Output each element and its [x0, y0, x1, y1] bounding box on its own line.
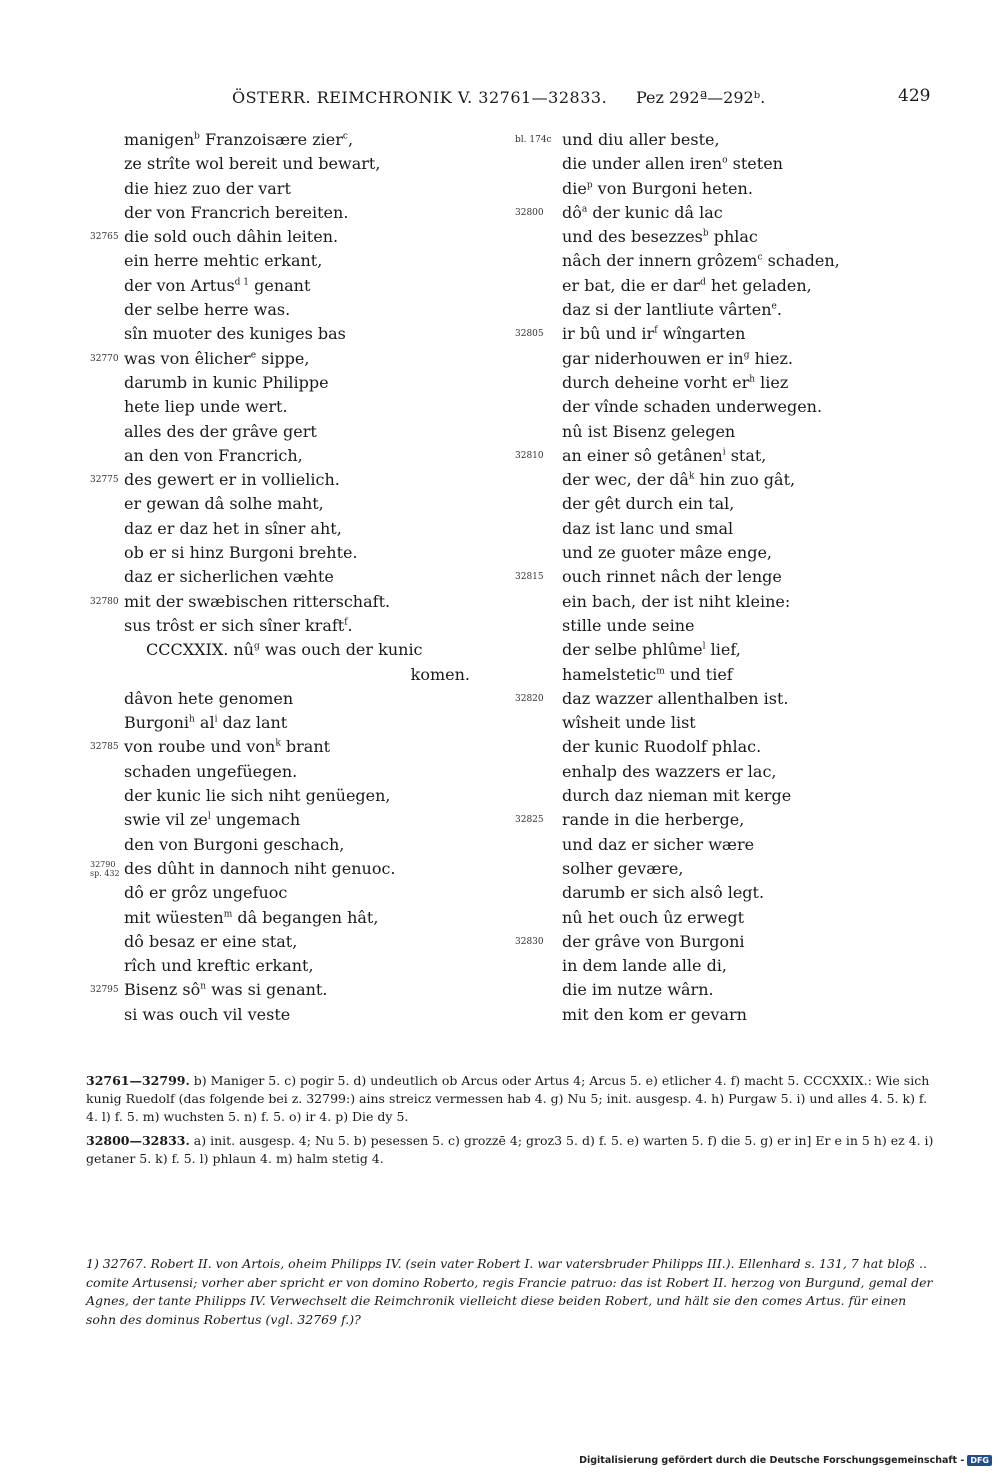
verse-text: stille unde seine — [562, 615, 695, 635]
section-numeral: CCCXXIX. — [146, 640, 229, 660]
verse-text: nâch der innern grôzem — [562, 251, 758, 271]
verse-line — [90, 225, 510, 249]
verse-line — [515, 833, 915, 857]
line-number: 32810 — [515, 450, 544, 461]
verse-line — [90, 590, 510, 614]
footnote-marker: d — [700, 277, 706, 288]
variant-range: 32800—32833. — [86, 1133, 190, 1148]
footnote-marker: p — [586, 180, 593, 191]
verse-text: mit wüesten — [124, 907, 224, 927]
running-title: ÖSTERR. REIMCHRONIK V. 32761—32833. — [232, 88, 608, 107]
footnote-marker: a — [581, 204, 588, 215]
verse-text: der selbe herre was. — [124, 300, 291, 320]
verse-line — [90, 565, 510, 589]
verse-text: steten — [727, 154, 783, 174]
line-number: 32775 — [90, 475, 119, 486]
footnote-marker: k — [275, 739, 281, 750]
verse-text: darumb in kunic Philippe — [124, 372, 329, 392]
verse-text: brant — [280, 737, 331, 757]
verse-line — [515, 201, 915, 225]
verse-text: nû het ouch ûz erwegt — [562, 907, 745, 927]
footnote-marker: i — [722, 447, 726, 458]
verse-line — [90, 517, 510, 541]
verse-text: und tief — [664, 664, 733, 684]
verse-text: dô besaz er eine stat, — [124, 931, 298, 951]
verse-line — [515, 395, 915, 419]
verse-text: . — [776, 300, 782, 320]
verse-text: in dem lande alle di, — [562, 956, 728, 976]
verse-text: ein herre mehtic erkant, — [124, 251, 323, 271]
variant-text: b) Maniger 5. c) pogir 5. d) undeutlich ob Arcus oder Artus 4; Arcus 5. e) etlicher 4. f) macht 5. CCCXXIX.: Wie sich kunig Ruedolf (das folgende bei z. 32799:) ains streicz vermessen hab 4. g) Nu 5; init. ausgesp. 4. h) Purgaw 5. i) und alles 4. 5. k) f. 4. l) f. 5. m) wuchsten 5. n) f. 5. o) ir 4. p) Die dy 5. — [86, 1073, 930, 1124]
section-heading — [90, 638, 510, 662]
verse-text: daz lant — [217, 713, 288, 733]
footnote-marker: n — [200, 982, 207, 993]
verse-text: rande in die herberge, — [562, 810, 745, 830]
footnote-marker: h — [189, 714, 195, 725]
verse-line — [515, 420, 915, 444]
verse-text: der wec, der dâ — [562, 470, 689, 490]
verse-line — [90, 808, 510, 832]
verse-text: die sold ouch dâhin leiten. — [124, 227, 339, 247]
verse-text: , — [347, 130, 354, 149]
verse-text: sus trôst er sich sîner kraft — [124, 615, 345, 635]
variant-range: 32761—32799. — [86, 1073, 190, 1088]
verse-text: het geladen, — [705, 275, 812, 295]
verse-text: der von Francrich bereiten. — [124, 202, 349, 222]
footnote-marker: c — [757, 253, 763, 264]
verse-text: des dûht in dannoch niht genuoc. — [124, 858, 396, 878]
verse-text: alles des der grâve gert — [124, 421, 317, 441]
verse-line — [515, 371, 915, 395]
verse-text: mit den kom er gevarn — [562, 1004, 747, 1024]
verse-text: dô er grôz ungefuoc — [124, 883, 288, 903]
verse-text: sîn muoter des kuniges bas — [124, 324, 346, 344]
verse-line — [515, 978, 915, 1002]
verse-text: Franzoisære zier — [199, 130, 343, 149]
pez-reference: Pez 292ª—292ᵇ. — [636, 88, 766, 107]
verse-text: und daz er sicher wære — [562, 834, 755, 854]
verse-text: lief, — [705, 640, 741, 660]
variant-apparatus — [86, 1072, 934, 1174]
verse-text: ein bach, der ist niht kleine: — [562, 591, 791, 611]
footnote-marker: m — [223, 909, 233, 920]
verse-line — [90, 371, 510, 395]
footnote-marker: i — [214, 714, 218, 725]
verse-text: und des besezzes — [562, 227, 703, 247]
footnote-marker: e — [250, 350, 257, 361]
verse-text: an einer sô getânen — [562, 445, 723, 465]
verse-line — [90, 274, 510, 298]
line-number: 32800 — [515, 207, 544, 218]
footnote-marker: f — [654, 326, 658, 337]
verse-text: hete liep unde wert. — [124, 397, 288, 417]
verse-line — [515, 711, 915, 735]
verse-line — [515, 1003, 915, 1027]
verse-text: die hiez zuo der vart — [124, 178, 291, 198]
verse-text: was si genant. — [206, 980, 328, 1000]
verse-text: der selbe phlûme — [562, 640, 703, 660]
footnote-marker: l — [207, 811, 211, 822]
credit-text: Digitalisierung gefördert durch die Deutsche Forschungsgemeinschaft - — [579, 1455, 965, 1466]
verse-line — [515, 857, 915, 881]
verse-text: daz wazzer allenthalben ist. — [562, 688, 789, 708]
verse-line — [90, 857, 510, 881]
verse-text: der kunic dâ lac — [587, 202, 723, 222]
verse-text: durch deheine vorht er — [562, 372, 750, 392]
verse-text: wîsheit unde list — [562, 713, 696, 733]
verse-text: gar niderhouwen er in — [562, 348, 744, 368]
verse-text: liez — [755, 372, 789, 392]
footnote-marker: o — [722, 155, 728, 166]
verse-text: wîngarten — [657, 324, 746, 344]
verse-line — [90, 735, 510, 759]
verse-text: ir bû und ir — [562, 324, 655, 344]
verse-line — [515, 128, 915, 152]
verse-line — [90, 833, 510, 857]
left-text-column — [90, 128, 510, 1027]
verse-text: ze strîte wol bereit und bewart, — [124, 154, 381, 174]
verse-text: den von Burgoni geschach, — [124, 834, 345, 854]
verse-text: er gewan dâ solhe maht, — [124, 494, 324, 514]
verse-line — [515, 152, 915, 176]
verse-line — [515, 735, 915, 759]
verse-line — [515, 906, 915, 930]
verse-text: der grâve von Burgoni — [562, 931, 745, 951]
verse-line — [515, 322, 915, 346]
verse-line — [90, 1003, 510, 1027]
verse-line — [90, 978, 510, 1002]
verse-line — [515, 541, 915, 565]
variant-block — [86, 1072, 934, 1126]
verse-line — [90, 492, 510, 516]
footnote-marker: e — [771, 301, 777, 312]
verse-line — [90, 322, 510, 346]
line-number: 32765 — [90, 232, 119, 243]
verse-line — [515, 590, 915, 614]
verse-text: der kunic lie sich niht genüegen, — [124, 786, 391, 806]
verse-line — [515, 517, 915, 541]
verse-text: genant — [249, 275, 311, 295]
verse-text: al — [194, 713, 215, 733]
verse-line — [515, 444, 915, 468]
verse-text: des gewert er in vollielich. — [124, 470, 340, 490]
verse-line — [90, 614, 510, 638]
verse-line — [515, 468, 915, 492]
verse-text: er bat, die er dar — [562, 275, 701, 295]
verse-text: daz er sicherlichen væhte — [124, 567, 334, 587]
footnote-marker: b — [702, 228, 709, 239]
verse-text: enhalp des wazzers er lac, — [562, 761, 777, 781]
verse-text: daz ist lanc und smal — [562, 518, 734, 538]
verse-line — [515, 663, 915, 687]
footnote-marker: b — [194, 131, 200, 142]
verse-line — [90, 687, 510, 711]
verse-line — [515, 347, 915, 371]
verse-text: und ze guoter mâze enge, — [562, 543, 772, 563]
line-number: bl. 174c — [515, 135, 552, 145]
verse-text: daz si der lantliute vârten — [562, 300, 772, 320]
verse-text: hiez. — [749, 348, 793, 368]
verse-text: dô — [562, 202, 582, 222]
verse-text: der vînde schaden underwegen. — [562, 397, 823, 417]
verse-text: daz er daz het in sîner aht, — [124, 518, 342, 538]
verse-line — [515, 225, 915, 249]
verse-line — [90, 906, 510, 930]
verse-text: ouch rinnet nâch der lenge — [562, 567, 782, 587]
footnote-marker: k — [688, 471, 695, 482]
verse-text: die — [562, 178, 587, 198]
verse-text: der kunic Ruodolf phlac. — [562, 737, 762, 757]
verse-text: schaden, — [762, 251, 840, 271]
verse-text: ob er si hinz Burgoni brehte. — [124, 543, 358, 563]
line-number: 32795 — [90, 985, 119, 996]
page-number: 429 — [898, 86, 931, 106]
verse-text: von roube und von — [124, 737, 276, 757]
digitization-credit — [579, 1455, 992, 1466]
verse-line — [515, 954, 915, 978]
running-header — [0, 86, 1000, 110]
line-number: 32805 — [515, 329, 544, 340]
verse-text: nû ist Bisenz gelegen — [562, 421, 736, 441]
verse-line — [90, 298, 510, 322]
verse-line — [90, 881, 510, 905]
verse-text: durch daz nieman mit kerge — [562, 786, 792, 806]
verse-line — [90, 201, 510, 225]
section-heading-continuation: komen. — [410, 664, 470, 684]
verse-text: dâvon hete genomen — [124, 688, 294, 708]
footnote-marker: l — [702, 641, 706, 652]
verse-text: sippe, — [256, 348, 310, 368]
verse-line — [515, 784, 915, 808]
section-heading-rest: was ouch der kunic — [259, 640, 423, 660]
footnote-marker: f — [344, 617, 348, 628]
verse-line — [90, 249, 510, 273]
verse-line — [515, 614, 915, 638]
verse-line — [90, 954, 510, 978]
verse-line — [515, 638, 915, 662]
verse-text: rîch und kreftic erkant, — [124, 956, 314, 976]
verse-text: der von Artus — [124, 275, 235, 295]
line-number: 32830 — [515, 936, 544, 947]
verse-text: der gêt durch ein tal, — [562, 494, 735, 514]
verse-line — [515, 274, 915, 298]
verse-line — [90, 930, 510, 954]
verse-text: darumb er sich alsô legt. — [562, 883, 765, 903]
verse-line — [90, 420, 510, 444]
verse-text: an den von Francrich, — [124, 445, 303, 465]
verse-text: dâ begangen hât, — [232, 907, 379, 927]
verse-line — [515, 687, 915, 711]
verse-line — [90, 152, 510, 176]
verse-text: si was ouch vil veste — [124, 1004, 291, 1024]
line-number: 32780 — [90, 596, 119, 607]
footnote-marker: c — [342, 131, 348, 142]
verse-text: die under allen iren — [562, 154, 723, 174]
verse-line — [515, 177, 915, 201]
verse-text: Bisenz sô — [124, 980, 201, 1000]
verse-text: von Burgoni heten. — [592, 178, 753, 198]
verse-line — [90, 541, 510, 565]
line-number: 32820 — [515, 693, 544, 704]
verse-text: die im nutze wârn. — [562, 980, 714, 1000]
verse-line — [90, 784, 510, 808]
verse-text: stat, — [725, 445, 767, 465]
verse-line — [515, 881, 915, 905]
verse-line — [90, 444, 510, 468]
verse-line — [515, 298, 915, 322]
verse-text: ungemach — [210, 810, 301, 830]
verse-line — [90, 177, 510, 201]
verse-text: Burgoni — [124, 713, 190, 733]
footnote-marker: g — [743, 350, 750, 361]
footnote-marker: g — [254, 641, 260, 652]
verse-line — [515, 808, 915, 832]
verse-text: . — [347, 615, 353, 635]
verse-text: hin zuo gât, — [694, 470, 796, 490]
verse-text: manigen — [124, 130, 195, 149]
verse-line — [515, 565, 915, 589]
verse-line — [515, 930, 915, 954]
section-heading-start: nû — [233, 640, 255, 660]
line-number: 32815 — [515, 572, 544, 583]
variant-block — [86, 1132, 934, 1168]
line-number: 32825 — [515, 815, 544, 826]
verse-text: was von êlicher — [124, 348, 251, 368]
variant-text: a) init. ausgesp. 4; Nu 5. b) pesessen 5. c) grozzē 4; groz3 5. d) f. 5. e) warten 5. f) die 5. g) er in] Er e in 5 h) ez 4. i) getaner 5. k) f. 5. l) phlaun 4. m) halm stetig 4. — [86, 1133, 934, 1166]
line-number: 32790 sp. 432 — [90, 859, 120, 878]
verse-text: hamelstetic — [562, 664, 657, 684]
historical-footnote: 1) 32767. Robert II. von Artois, oheim Philipps IV. (sein vater Robert I. war vatersbruder Philipps III.). Ellenhard s. 131, 7 hat bloß .. comite Artusensi; vorher aber spricht er von domino Roberto, regis Francie patruo: das ist Robert II. herzog von Burgund, gemal der Agnes, der tante Philipps IV. Verwechselt die Reimchronik vielleicht diese beiden Robert, und hält sie den comes Artus. für einen sohn des dominus Robertus (vgl. 32769 f.)? — [86, 1256, 933, 1327]
verse-line — [90, 128, 510, 152]
verse-line — [515, 492, 915, 516]
verse-text: mit der swæbischen ritterschaft. — [124, 591, 391, 611]
verse-line — [90, 760, 510, 784]
verse-text: und diu aller beste, — [562, 130, 720, 149]
verse-text: solher gevære, — [562, 858, 684, 878]
right-text-column — [515, 128, 915, 1027]
verse-line — [515, 760, 915, 784]
line-number: 32785 — [90, 742, 119, 753]
verse-text: swie vil ze — [124, 810, 208, 830]
footnote-marker: m — [656, 666, 665, 677]
verse-text: phlac — [708, 227, 758, 247]
verse-line — [90, 468, 510, 492]
verse-text: schaden ungefüegen. — [124, 761, 298, 781]
footnote-marker: d 1 — [234, 277, 250, 288]
verse-line — [90, 395, 510, 419]
verse-line — [515, 249, 915, 273]
footnote-marker: h — [749, 374, 756, 385]
dfg-logo-icon: DFG — [967, 1455, 992, 1466]
verse-line — [90, 347, 510, 371]
line-number: 32770 — [90, 353, 119, 364]
verse-line — [90, 711, 510, 735]
